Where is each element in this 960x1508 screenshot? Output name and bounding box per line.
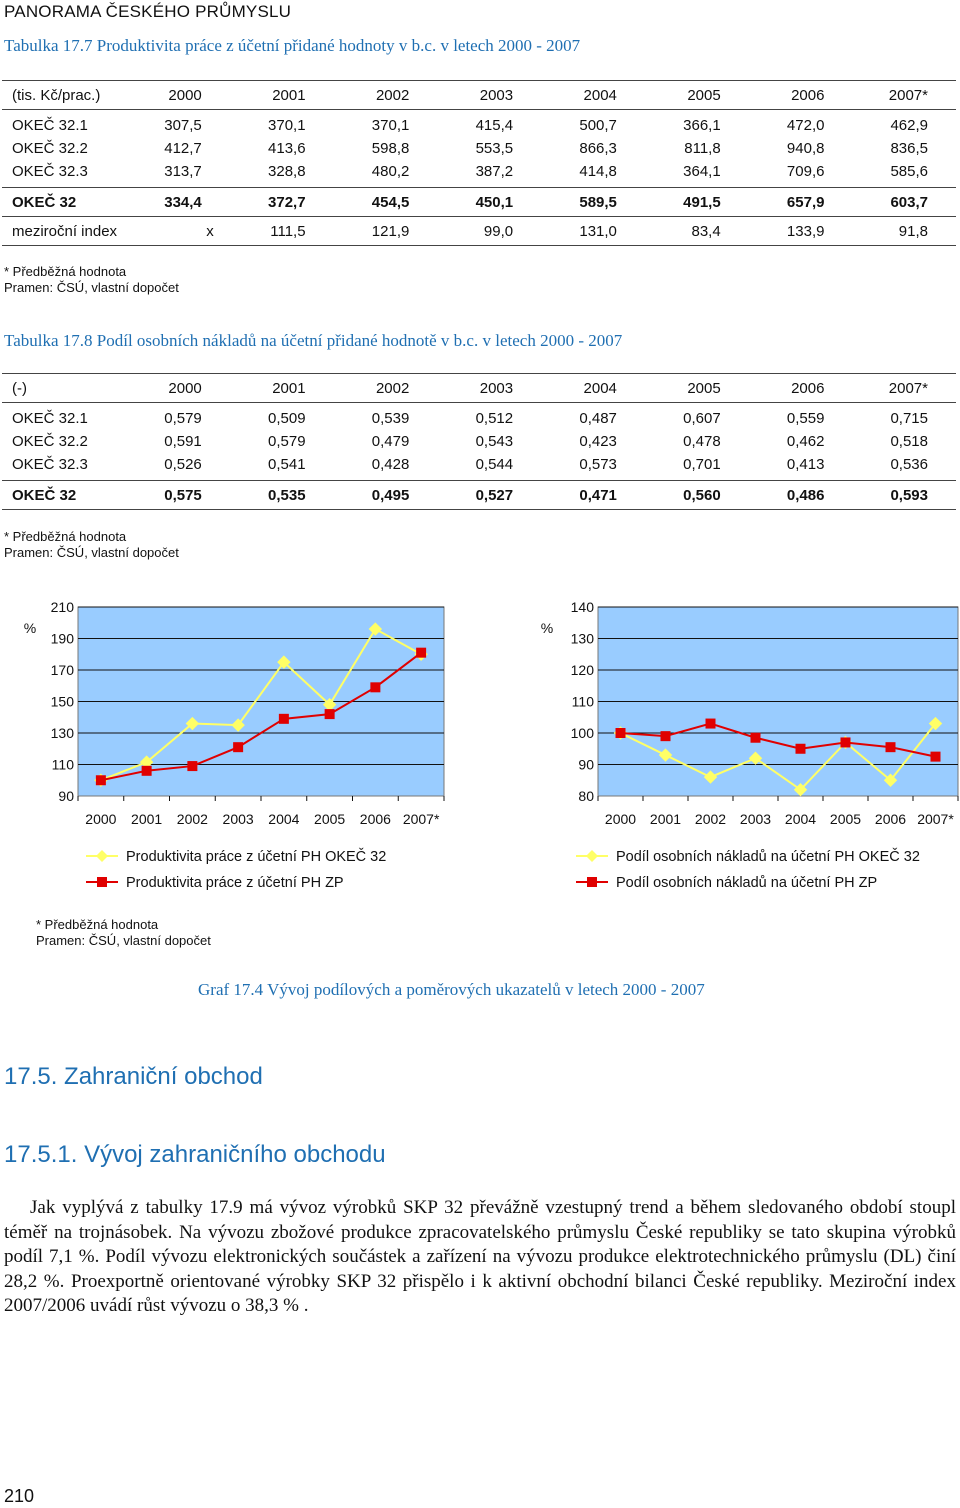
data-point-square [796, 744, 806, 754]
data-point-square [931, 752, 941, 762]
cell: 131,0 [547, 217, 651, 246]
year-header: 2003 [443, 81, 547, 110]
cell: 454,5 [340, 188, 444, 217]
data-point-square [142, 766, 152, 776]
cell: 83,4 [651, 217, 755, 246]
year-header: 2000 [132, 81, 236, 110]
cell: 0,479 [371, 433, 410, 450]
cell: 0,471 [547, 481, 651, 510]
y-tick-label: 110 [51, 756, 74, 773]
y-tick-label: 190 [50, 630, 74, 647]
y-tick-label: 130 [570, 630, 594, 647]
x-tick-label: 2003 [222, 811, 254, 827]
table-row [2, 160, 956, 183]
cell: 413,6 [268, 140, 306, 157]
y-axis-label: % [23, 620, 37, 636]
cell: 364,1 [683, 163, 721, 180]
row-label: OKEČ 32 [2, 188, 132, 217]
row-label: OKEČ 32 [2, 481, 132, 510]
cell: 0,509 [268, 410, 306, 427]
cell: 0,487 [579, 410, 617, 427]
x-tick-label: 2002 [176, 811, 208, 827]
x-tick-label: 2003 [739, 811, 772, 827]
body-paragraph: Jak vyplývá z tabulky 17.9 má vývoz výrobků SKP 32 převážně vzestupný trend a během sledovaného období stoupl téměř na trojnásobek. Na vývozu zbožové produkce zpracovatelského průmyslu České republiky se tato skupina výrobků podíl 7,1 %. Podíl vývozu elektronických součástek a zařízení na vývozu produkce elektrotechnického průmyslu (DL) činí 28,2 %. Proexportně orientované výrobky SKP 32 přispělo i k aktivní obchodní bilanci České republiky. Meziroční index 2007/2006 uvádí růst vývozu o 38,3 % . [4, 1197, 956, 1317]
cell: 0,544 [475, 456, 514, 473]
y-tick-label: 110 [571, 693, 594, 710]
data-point-square [616, 728, 626, 738]
data-point-square [233, 742, 243, 752]
note-preliminary: * Předběžná hodnota [4, 264, 127, 279]
cell: x [132, 217, 236, 246]
cell: 0,579 [164, 410, 202, 427]
year-header: 2001 [236, 81, 340, 110]
cell: 940,8 [786, 140, 825, 157]
cell: 387,2 [475, 163, 514, 180]
cell: 0,495 [340, 481, 444, 510]
cell: 491,5 [651, 188, 755, 217]
table-row [2, 453, 956, 476]
y-tick-label: 150 [50, 693, 74, 710]
legend-label: Podíl osobních nákladů na účetní PH OKEČ 32 [616, 849, 920, 865]
cell: 603,7 [858, 188, 956, 217]
table1-caption: Tabulka 17.7 Produktivita práce z účetní přidané hodnoty v b.c. v letech 2000 - 2007 [4, 36, 581, 55]
cell: 121,9 [340, 217, 444, 246]
data-point-square [706, 719, 716, 729]
year-header: 2003 [443, 374, 547, 403]
cell: 0,423 [579, 433, 617, 450]
data-point-square [279, 714, 289, 724]
y-tick-label: 210 [50, 599, 74, 615]
cell: 0,413 [786, 456, 825, 473]
year-header: 2005 [651, 374, 755, 403]
cell: 462,9 [890, 117, 928, 134]
cell: 313,7 [164, 163, 202, 180]
year-header: 2007* [858, 81, 956, 110]
cell: 0,539 [371, 410, 410, 427]
x-tick-label: 2001 [649, 811, 682, 827]
row-label: OKEČ 32.1 [12, 410, 88, 427]
y-tick-label: 130 [50, 725, 74, 741]
legend-label: Podíl osobních nákladů na účetní PH ZP [616, 875, 878, 891]
chart-personnel-costs [480, 590, 960, 900]
data-point-square [751, 733, 761, 743]
cell: 589,5 [547, 188, 651, 217]
legend-label: Produktivita práce z účetní PH OKEČ 32 [126, 849, 387, 865]
table-index-row [2, 217, 956, 246]
year-header: 2006 [755, 81, 859, 110]
y-tick-label: 100 [570, 725, 594, 741]
y-tick-label: 120 [570, 662, 594, 678]
cell: 0,536 [890, 456, 928, 473]
cell: 866,3 [579, 140, 617, 157]
x-tick-label: 2007* [402, 811, 440, 827]
year-header: 2002 [340, 374, 444, 403]
cell: 0,579 [268, 433, 306, 450]
cell: 0,575 [132, 481, 236, 510]
data-point-square [416, 648, 426, 658]
cell: 811,8 [684, 140, 721, 157]
cell: 472,0 [786, 117, 825, 134]
year-header: 2007* [858, 374, 956, 403]
cell: 370,1 [268, 117, 306, 134]
data-point-square [187, 761, 197, 771]
legend-label: Produktivita práce z účetní PH ZP [126, 875, 344, 891]
row-label: OKEČ 32.2 [12, 140, 88, 157]
table-total-row [2, 188, 956, 217]
x-tick-label: 2006 [359, 811, 391, 827]
cell: 0,560 [651, 481, 755, 510]
page-number: 210 [4, 1486, 35, 1506]
year-header: 2004 [547, 81, 651, 110]
table1-note [4, 264, 179, 296]
y-tick-label: 80 [578, 788, 594, 804]
cell: 553,5 [475, 140, 514, 157]
data-point-square [325, 709, 335, 719]
cell: 657,9 [755, 188, 859, 217]
data-point-square [841, 737, 851, 747]
chart-productivity [0, 590, 480, 900]
cell: 500,7 [579, 117, 617, 134]
data-point-square [886, 742, 896, 752]
note-source: Pramen: ČSÚ, vlastní dopočet [36, 933, 211, 948]
y-axis-label: % [540, 620, 554, 636]
cell: 0,512 [475, 410, 514, 427]
cell: 0,541 [268, 456, 306, 473]
x-tick-label: 2004 [268, 811, 300, 827]
cell: 0,559 [786, 410, 825, 427]
table1-unit: (tis. Kč/prac.) [2, 81, 132, 110]
cell: 709,6 [786, 163, 825, 180]
cell: 414,8 [579, 163, 617, 180]
x-tick-label: 2000 [604, 811, 637, 827]
table-row [2, 110, 956, 138]
x-tick-label: 2001 [131, 811, 163, 827]
cell: 307,5 [164, 117, 202, 134]
charts-note [36, 917, 211, 949]
row-label: meziroční index [2, 217, 132, 246]
table-row [2, 403, 956, 431]
legend-marker-square [587, 877, 597, 887]
cell: 0,526 [164, 456, 202, 473]
y-tick-label: 170 [50, 662, 74, 678]
cell: 0,478 [683, 433, 721, 450]
cell: 0,486 [755, 481, 859, 510]
cell: 412,7 [164, 140, 202, 157]
data-point-square [370, 682, 380, 692]
cell: 366,1 [683, 117, 721, 134]
x-tick-label: 2002 [694, 811, 727, 827]
running-header: PANORAMA ČESKÉHO PRŮMYSLU [4, 2, 292, 21]
cell: 450,1 [443, 188, 547, 217]
cell: 91,8 [858, 217, 956, 246]
data-point-square [661, 731, 671, 741]
table-row [2, 137, 956, 160]
y-tick-label: 140 [570, 599, 594, 615]
table2-unit: (-) [2, 374, 132, 403]
legend-marker-diamond [96, 850, 108, 862]
cell: 0,593 [858, 481, 956, 510]
year-header: 2001 [236, 374, 340, 403]
data-point-square [96, 775, 106, 785]
cell: 480,2 [371, 163, 410, 180]
y-tick-label: 90 [58, 788, 74, 804]
cell: 0,428 [371, 456, 410, 473]
table2-caption: Tabulka 17.8 Podíl osobních nákladů na účetní přidané hodnotě v b.c. v letech 2000 - 2007 [4, 331, 623, 350]
row-label: OKEČ 32.3 [12, 163, 88, 180]
x-tick-label: 2007* [917, 811, 954, 827]
note-preliminary: * Předběžná hodnota [36, 917, 159, 932]
note-preliminary: * Předběžná hodnota [4, 529, 127, 544]
y-tick-label: 90 [578, 756, 594, 773]
cell: 0,607 [683, 410, 721, 427]
table2-header-row [2, 374, 956, 403]
cell: 0,527 [443, 481, 547, 510]
cell: 111,5 [236, 217, 340, 246]
row-label: OKEČ 32.1 [12, 117, 88, 134]
note-source: Pramen: ČSÚ, vlastní dopočet [4, 545, 179, 560]
table-row [2, 430, 956, 453]
year-header: 2004 [547, 374, 651, 403]
cell: 0,543 [475, 433, 514, 450]
graph-caption: Graf 17.4 Vývoj podílových a poměrových ukazatelů v letech 2000 - 2007 [198, 980, 705, 999]
cell: 0,462 [786, 433, 825, 450]
cell: 0,518 [890, 433, 928, 450]
x-tick-label: 2005 [314, 811, 346, 827]
row-label: OKEČ 32.3 [12, 456, 88, 473]
year-header: 2000 [132, 374, 236, 403]
cell: 415,4 [475, 117, 514, 134]
year-header: 2005 [651, 81, 755, 110]
cell: 0,573 [579, 456, 617, 473]
cell: 99,0 [443, 217, 547, 246]
cell: 334,4 [132, 188, 236, 217]
x-tick-label: 2006 [874, 811, 907, 827]
cell: 585,6 [890, 163, 928, 180]
x-tick-label: 2000 [85, 811, 117, 827]
legend-marker-diamond [586, 850, 598, 862]
cell: 0,715 [890, 410, 928, 427]
year-header: 2002 [340, 81, 444, 110]
table1 [2, 80, 956, 246]
cell: 370,1 [371, 117, 410, 134]
year-header: 2006 [755, 374, 859, 403]
legend-marker-square [97, 877, 107, 887]
table-total-row [2, 481, 956, 510]
cell: 836,5 [890, 140, 928, 157]
cell: 133,9 [755, 217, 859, 246]
cell: 0,591 [164, 433, 202, 450]
cell: 328,8 [268, 163, 306, 180]
cell: 598,8 [371, 140, 410, 157]
cell: 0,535 [236, 481, 340, 510]
row-label: OKEČ 32.2 [12, 433, 88, 450]
x-tick-label: 2005 [829, 811, 862, 827]
x-tick-label: 2004 [784, 811, 817, 827]
cell: 372,7 [236, 188, 340, 217]
section-heading: 17.5. Zahraniční obchod [4, 1063, 263, 1090]
cell: 0,701 [683, 456, 721, 473]
note-source: Pramen: ČSÚ, vlastní dopočet [4, 280, 179, 295]
table2-note [4, 529, 179, 561]
table2 [2, 373, 956, 510]
subsection-heading: 17.5.1. Vývoj zahraničního obchodu [4, 1141, 386, 1168]
table1-header-row [2, 81, 956, 110]
